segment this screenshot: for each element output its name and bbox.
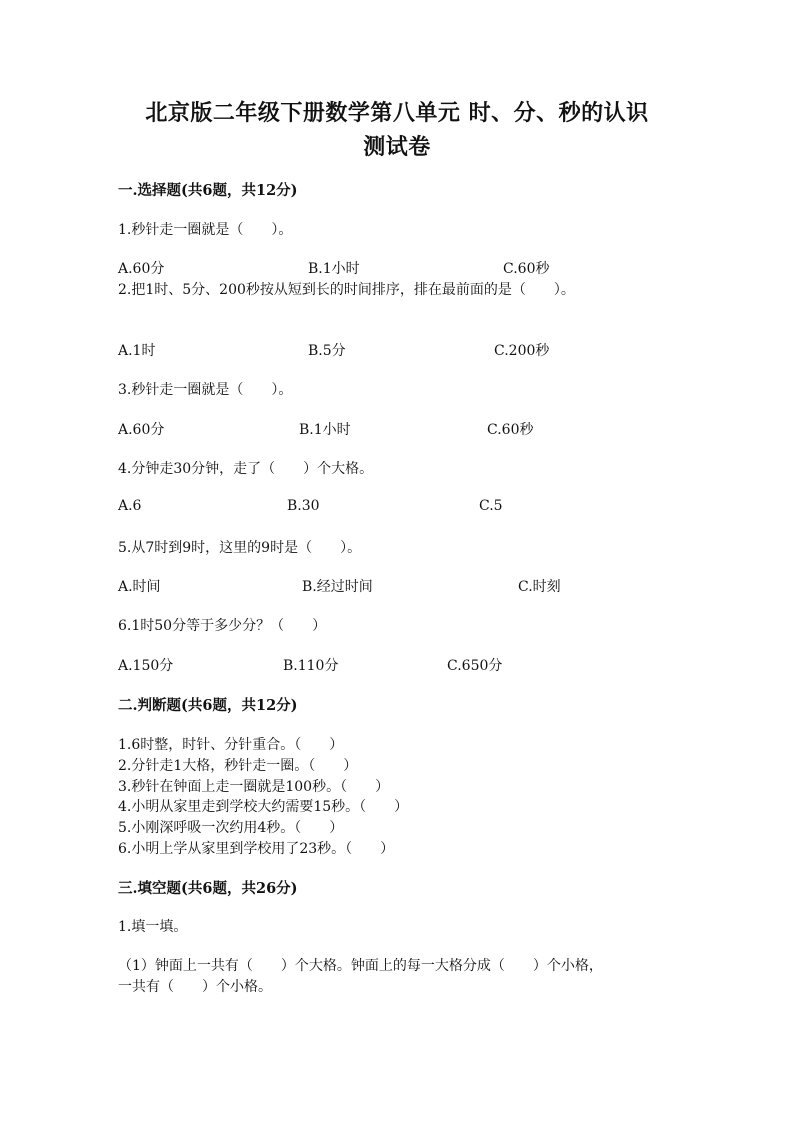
- answer-option-b: B.30: [287, 498, 320, 514]
- section-heading-choice: 一.选择题(共6题，共12分): [118, 182, 298, 199]
- answer-option-a: A.时间: [118, 579, 161, 595]
- question-text: 一共有（ ）个小格。: [118, 979, 272, 995]
- answer-option-c: C.650分: [447, 658, 503, 674]
- answer-option-a: A.1时: [118, 343, 156, 359]
- answer-option-a: A.150分: [118, 658, 174, 674]
- answer-option-c: C.60秒: [487, 422, 534, 438]
- answer-option-b: B.110分: [283, 658, 339, 674]
- answer-option-b: B.经过时间: [302, 579, 373, 595]
- statement-item: 3.秒针在钟面上走一圈就是100秒。（ ）: [118, 779, 390, 795]
- answer-option-a: A.60分: [118, 261, 165, 277]
- page-title-line2: 测试卷: [363, 134, 431, 160]
- statement-item: 6.小明上学从家里到学校用了23秒。（ ）: [118, 841, 395, 857]
- question-text: 2.把1时、5分、200秒按从短到长的时间排序，排在最前面的是（ ）。: [118, 282, 575, 298]
- page-title-line1: 北京版二年级下册数学第八单元 时、分、秒的认识: [145, 100, 649, 126]
- statement-item: 4.小明从家里走到学校大约需要15秒。（ ）: [118, 799, 409, 815]
- answer-option-c: C.60秒: [503, 261, 550, 277]
- answer-option-b: B.5分: [308, 343, 346, 359]
- answer-option-c: C.5: [479, 498, 503, 514]
- question-text: 4.分钟走30分钟，走了（ ）个大格。: [118, 461, 374, 477]
- question-text: 6.1时50分等于多少分？（ ）: [118, 618, 327, 634]
- answer-option-a: A.60分: [118, 422, 165, 438]
- answer-option-a: A.6: [118, 498, 142, 514]
- question-text: 3.秒针走一圈就是（ ）。: [118, 382, 293, 398]
- answer-option-b: B.1小时: [308, 261, 360, 277]
- answer-option-b: B.1小时: [299, 422, 351, 438]
- question-text: 1.填一填。: [118, 919, 188, 935]
- section-heading-fill-blank: 三.填空题(共6题，共26分): [118, 880, 298, 897]
- question-text: 1.秒针走一圈就是（ ）。: [118, 222, 293, 238]
- question-text: 5.从7时到9时，这里的9时是（ ）。: [118, 540, 362, 556]
- statement-item: 2.分针走1大格，秒针走一圈。（ ）: [118, 758, 358, 774]
- section-heading-judgement: 二.判断题(共6题，共12分): [118, 697, 298, 714]
- answer-option-c: C.时刻: [518, 579, 561, 595]
- answer-option-c: C.200秒: [494, 343, 550, 359]
- statement-item: 5.小刚深呼吸一次约用4秒。（ ）: [118, 820, 344, 836]
- statement-item: 1.6时整，时针、分针重合。（ ）: [118, 737, 344, 753]
- question-text: （1）钟面上一共有（ ）个大格。钟面上的每一大格分成（ ）个小格，: [118, 958, 603, 974]
